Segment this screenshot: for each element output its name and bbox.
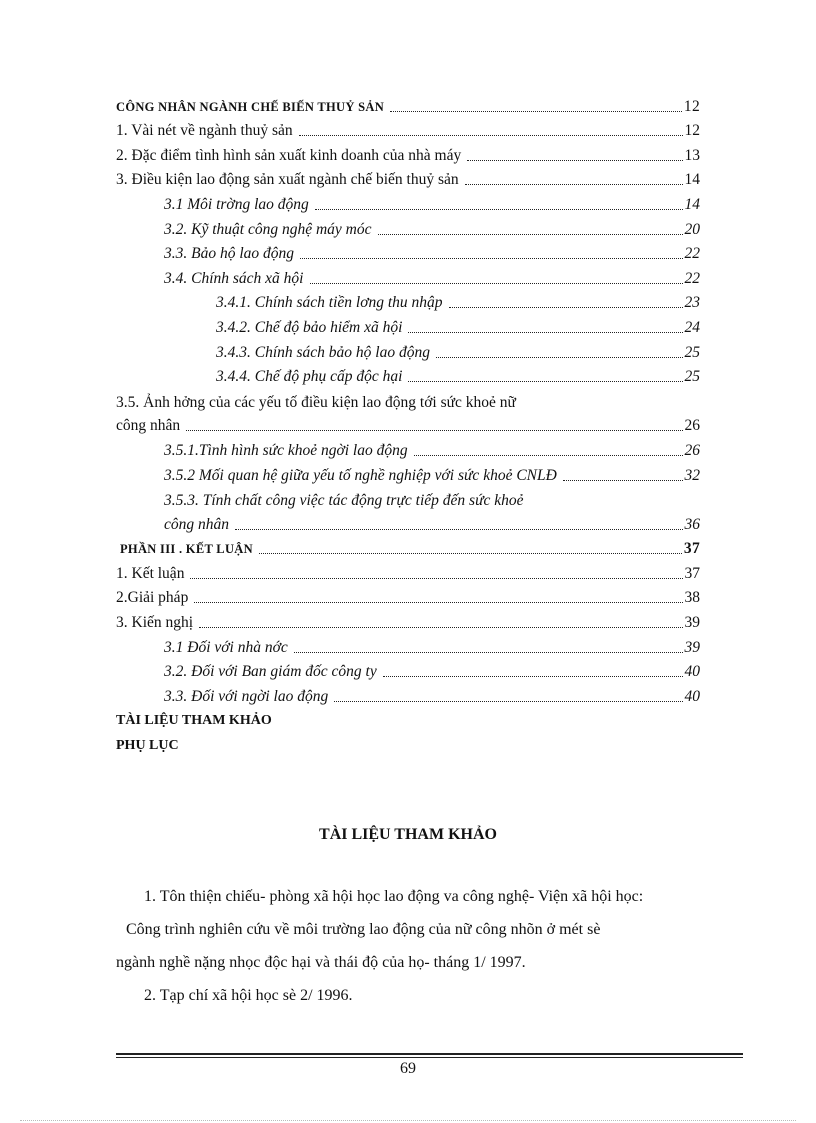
toc-label: 2.Giải pháp [116,589,189,607]
toc-label: 3.4.1. Chính sách tiền lơng thu nhập [216,294,443,312]
toc-page: 12 [683,97,700,115]
toc-page: 26 [684,441,700,459]
toc-label: 3.4.4. Chế độ phụ cấp độc hại [216,368,403,386]
toc-label: 1. Kết luận [116,564,185,582]
toc-label: công nhân [116,417,181,435]
toc-entry [116,412,700,437]
toc-page: 36 [684,515,700,533]
toc-label: 3.2. Đối với Ban giám đốc công ty [164,663,377,681]
toc-page: 14 [684,195,700,213]
toc-entry [116,510,700,535]
toc-leader [449,306,683,308]
table-of-contents [116,92,700,756]
toc-label: 3. Kiến nghị [116,614,194,632]
toc-entry [116,608,700,633]
toc-page: 22 [684,269,700,287]
page-edge-divider [20,1120,796,1121]
references-list [116,880,736,1012]
toc-page: 37 [684,564,700,582]
toc-leader [186,429,682,431]
toc-page: 25 [684,368,700,386]
toc-page: 26 [684,417,700,435]
toc-entry [116,117,700,142]
toc-page: 37 [683,540,700,558]
toc-page: 20 [684,220,700,238]
footer-rule [116,1057,743,1058]
toc-entry [116,215,700,240]
toc-label: 2. Đặc điểm tình hình sản xuất kinh doanh của nhà máy [116,146,462,164]
toc-page: 22 [684,245,700,263]
toc-entry [116,264,700,289]
toc-label: CÔNG NHÂN NGÀNH CHẾ BIẾN THUỶ SẢN [116,99,385,114]
reference-line: 2. Tạp chí xã hội học sè 2/ 1996. [144,987,353,1004]
toc-leader [414,454,683,456]
toc-entry [116,313,700,338]
toc-label: 3.4.2. Chế độ bảo hiểm xã hội [216,318,403,336]
toc-page: 39 [684,614,700,632]
toc-page: 14 [684,171,700,189]
page-number: 69 [400,1060,416,1077]
toc-label: 3.2. Kỹ thuật công nghệ máy móc [164,220,372,238]
toc-label: công nhân [164,515,230,533]
toc-leader [390,110,682,112]
toc-entry [116,289,700,314]
toc-leader [190,577,682,579]
toc-page: 12 [684,122,700,140]
toc-label: TÀI LIỆU THAM KHẢO [116,713,272,729]
toc-leader [465,183,683,185]
toc-entry [116,559,700,584]
toc-page: 40 [684,687,700,705]
toc-label: 3.5.2 Mối quan hệ giữa yếu tố nghề nghiệp với sức khoẻ CNLĐ [164,466,557,484]
toc-label: 3.3. Đối với ngời lao động [164,687,329,705]
toc-entry [116,240,700,265]
toc-entry [116,707,700,732]
toc-label: 3.4.3. Chính sách bảo hộ lao động [216,343,430,361]
reference-line: Công trình nghiên cứu về môi trường lao động của nữ công nhõn ở mét sè [126,921,601,938]
toc-label: 3.5.3. Tính chất công việc tác động trực tiếp đến sức khoẻ [164,492,524,510]
toc-label: 3.5. Ảnh hởng của các yếu tố điều kiện lao động tới sức khoẻ nữ [116,393,516,411]
toc-leader [467,159,682,161]
toc-entry [116,731,700,756]
toc-entry [116,682,700,707]
toc-leader [199,626,682,628]
toc-label: 3.3. Bảo hộ lao động [164,245,295,263]
toc-entry [116,363,700,388]
toc-entry [116,584,700,609]
toc-entry [116,387,700,412]
toc-entry [116,190,700,215]
reference-line: 1. Tôn thiện chiếu- phòng xã hội học lao động va công nghệ- Viện xã hội học: [144,888,644,905]
toc-entry [116,633,700,658]
toc-entry [116,92,700,117]
toc-leader [310,282,683,284]
toc-leader [300,257,682,259]
toc-entry [116,338,700,363]
toc-entry [116,436,700,461]
toc-leader [299,134,683,136]
toc-leader [194,601,682,603]
toc-leader [315,208,683,210]
toc-leader [294,651,683,653]
toc-leader [378,233,683,235]
footer-rule [116,1053,743,1055]
toc-entry [116,141,700,166]
references-title: TÀI LIỆU THAM KHẢO [319,826,497,843]
toc-leader [334,700,682,702]
toc-page: 38 [684,589,700,607]
toc-entry [116,461,700,486]
toc-page: 32 [684,466,700,484]
toc-leader [235,528,682,530]
toc-leader [408,331,682,333]
toc-leader [563,479,683,481]
toc-page: 24 [684,318,700,336]
toc-label: 3.1 Môi trờng lao động [164,195,309,213]
toc-label: 3.5.1.Tình hình sức khoẻ ngời lao động [164,441,408,459]
toc-entry [116,535,700,560]
toc-page: 25 [684,343,700,361]
toc-page: 39 [684,638,700,656]
toc-label: PHẦN III . KẾT LUẬN [120,542,253,557]
toc-entry [116,486,700,511]
toc-page: 13 [684,146,700,164]
toc-leader [436,356,683,358]
toc-leader [408,380,682,382]
toc-leader [259,552,682,554]
toc-leader [383,675,683,677]
toc-page: 23 [684,294,700,312]
toc-page: 40 [684,663,700,681]
toc-entry [116,658,700,683]
reference-line: ngành nghề nặng nhọc độc hại và thái độ của họ- tháng 1/ 1997. [116,954,526,971]
toc-label: 1. Vài nét về ngành thuỷ sản [116,122,293,140]
toc-label: 3.4. Chính sách xã hội [164,269,304,287]
toc-label: 3.1 Đối với nhà nớc [164,638,288,656]
toc-label: 3. Điều kiện lao động sản xuất ngành chế biến thuỷ sản [116,171,459,189]
toc-label: PHỤ LỤC [116,738,179,754]
toc-entry [116,166,700,191]
